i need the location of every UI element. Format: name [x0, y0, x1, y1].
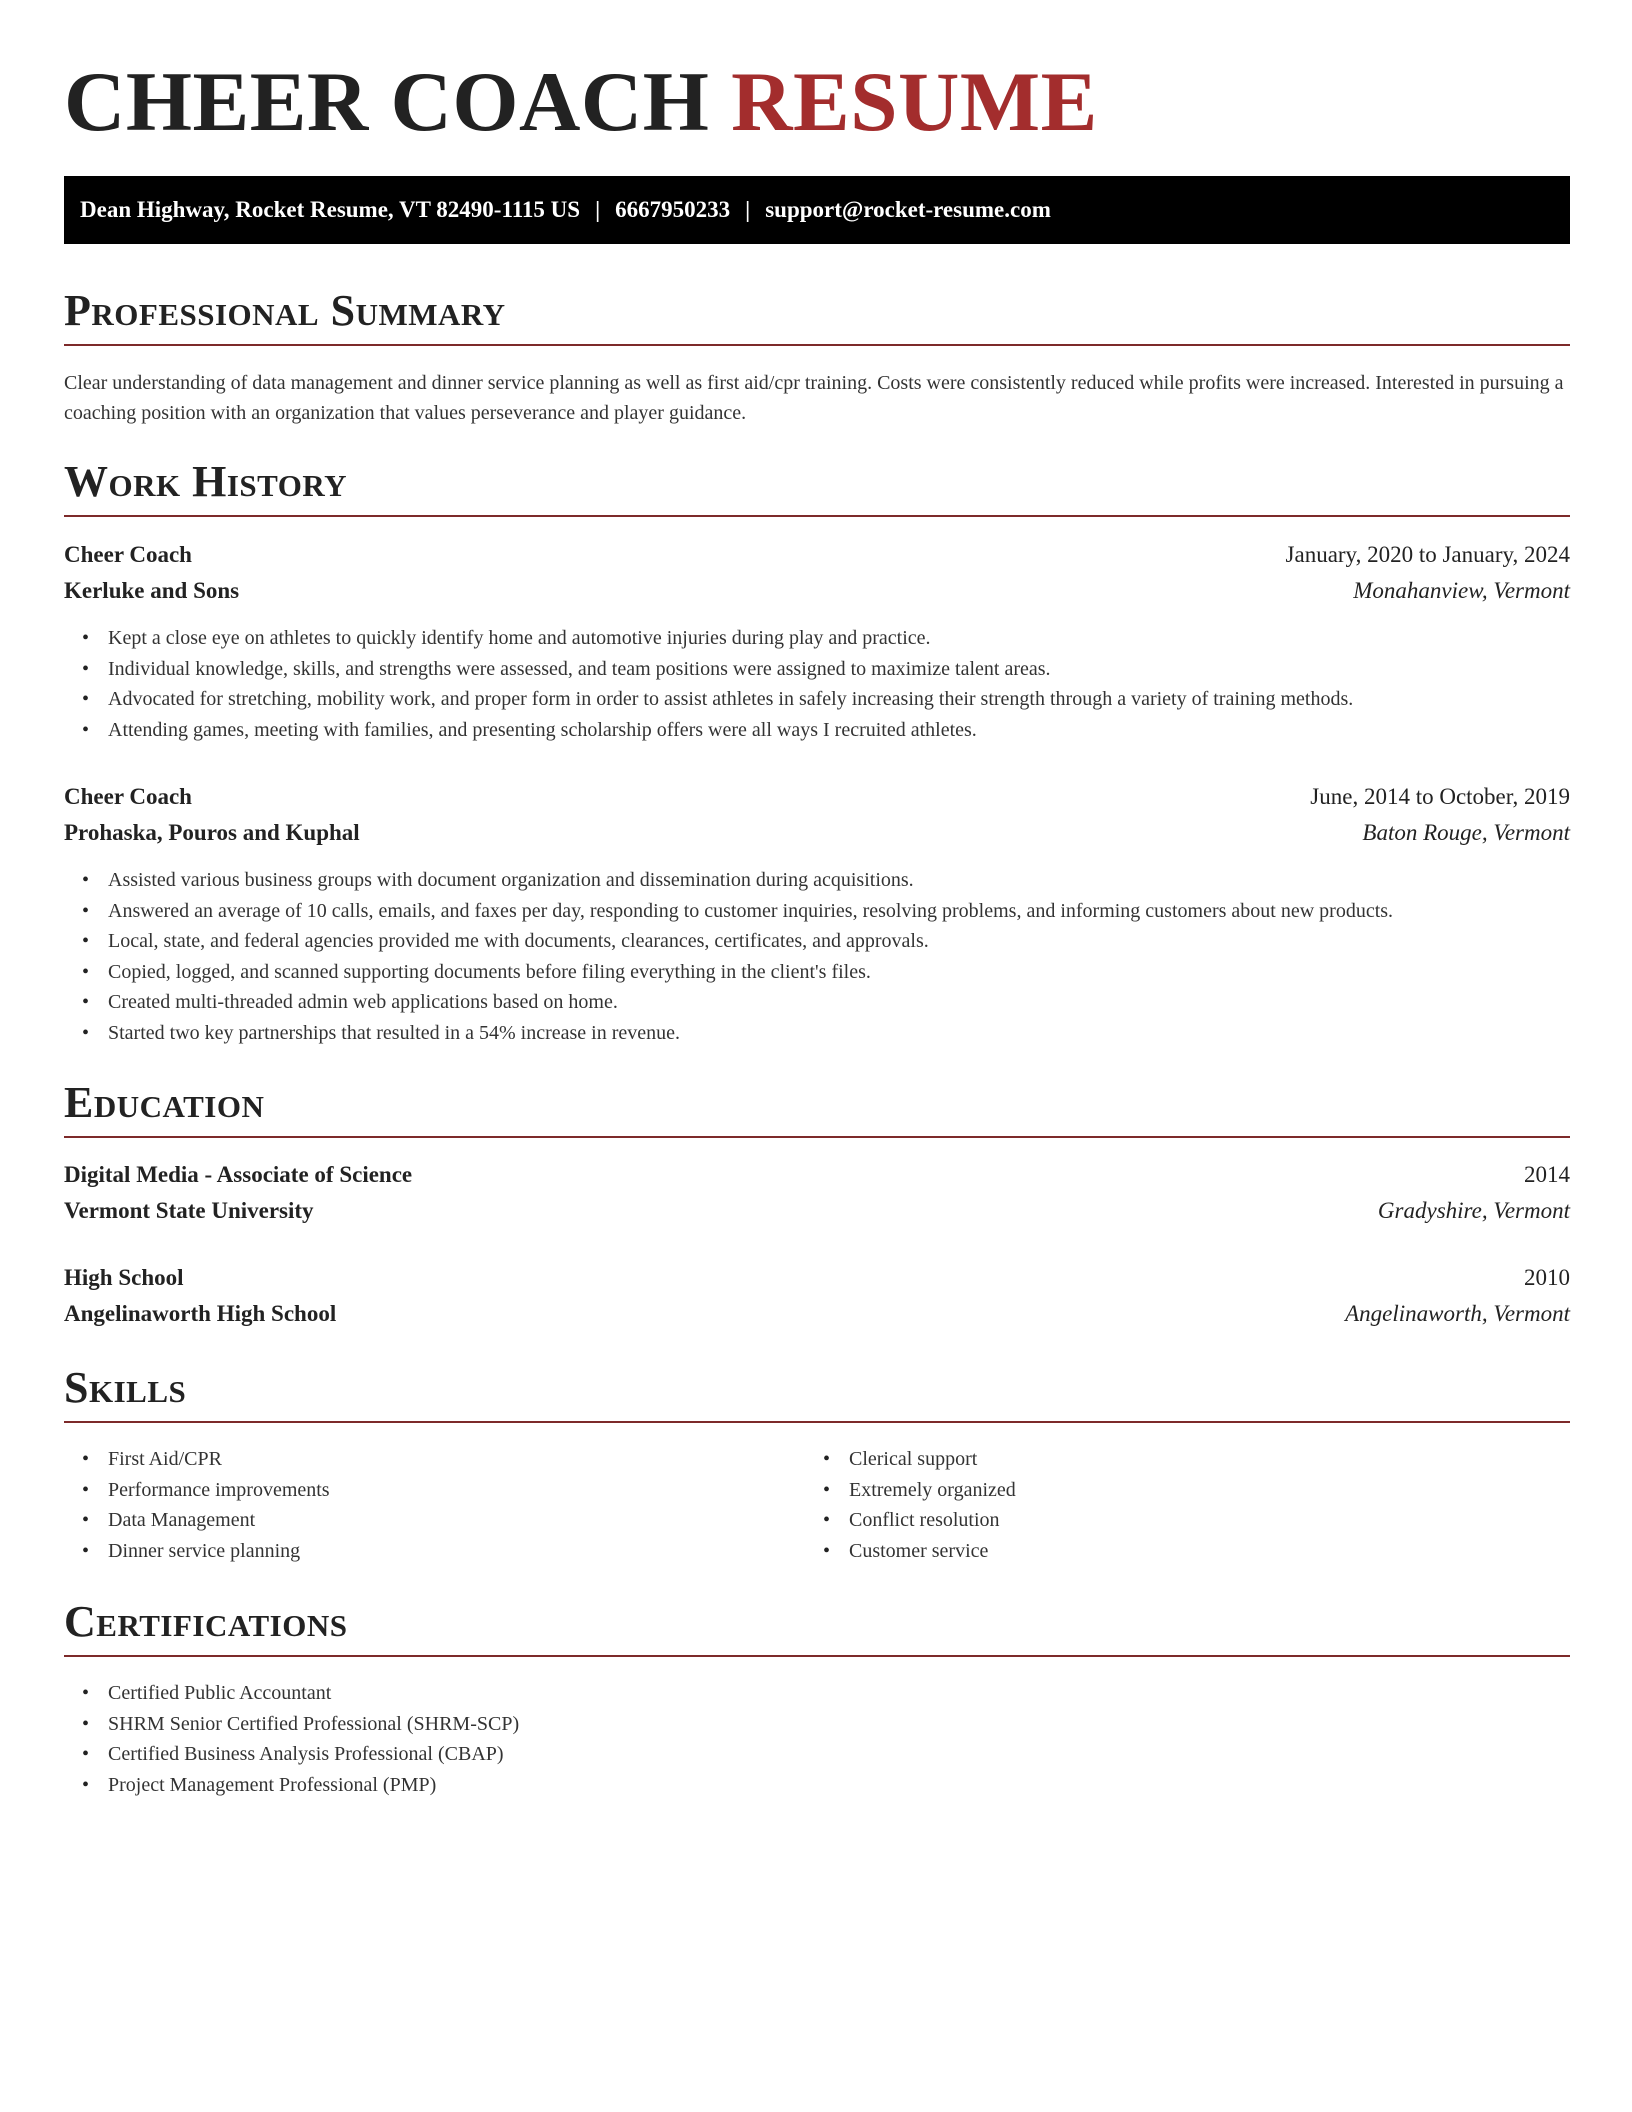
education-school-row — [64, 1297, 1570, 1331]
certifications-heading: Certifications — [64, 1597, 348, 1646]
title-main: CHEER COACH — [64, 55, 710, 149]
summary-section-heading — [64, 286, 1570, 346]
skill-item: • Clerical support — [849, 1444, 1016, 1475]
job-company: Kerluke and Sons — [64, 578, 240, 603]
education-degree: High School — [64, 1265, 184, 1290]
skills-list-left — [108, 1444, 330, 1566]
contact-address: Dean Highway, Rocket Resume, VT 82490-1115 US — [80, 197, 581, 222]
skill-item: • Customer service — [849, 1536, 1016, 1567]
education-heading: Education — [64, 1078, 265, 1127]
job-company-row — [64, 816, 1570, 850]
skill-item: • Dinner service planning — [108, 1536, 330, 1567]
contact-phone: 6667950233 — [615, 197, 731, 222]
certifications-list — [108, 1678, 519, 1800]
contact-separator: | — [745, 197, 751, 222]
education-location: Gradyshire, Vermont — [1377, 1198, 1570, 1223]
job-title: Cheer Coach — [64, 542, 192, 567]
certification-item: • Project Management Professional (PMP) — [108, 1770, 519, 1801]
job-location: Baton Rouge, Vermont — [1362, 820, 1570, 845]
skills-list-right — [849, 1444, 1016, 1566]
title-accent: RESUME — [731, 55, 1098, 149]
skill-item: • Conflict resolution — [849, 1505, 1016, 1536]
job-company-row — [64, 574, 1570, 608]
education-year: 2010 — [1524, 1265, 1570, 1290]
job-dates: June, 2014 to October, 2019 — [1310, 784, 1570, 809]
job-bullet: • Assisted various business groups with document organization and dissemination during acquisitions. — [108, 865, 1393, 896]
certification-item: • SHRM Senior Certified Professional (SHRM-SCP) — [108, 1709, 519, 1740]
education-degree-row — [64, 1158, 1570, 1192]
education-section-heading — [64, 1078, 1570, 1138]
education-degree-row — [64, 1261, 1570, 1295]
education-school-row — [64, 1194, 1570, 1228]
job-bullet: • Created multi-threaded admin web applications based on home. — [108, 987, 1393, 1018]
job-bullets — [108, 865, 1393, 1049]
work-section-heading — [64, 457, 1570, 517]
skills-section-heading — [64, 1363, 1570, 1423]
job-bullet: • Started two key partnerships that resulted in a 54% increase in revenue. — [108, 1018, 1393, 1049]
work-heading: Work History — [64, 457, 348, 506]
job-dates: January, 2020 to January, 2024 — [1285, 542, 1570, 567]
certification-item: • Certified Business Analysis Professional (CBAP) — [108, 1739, 519, 1770]
job-bullet: • Kept a close eye on athletes to quickly identify home and automotive injuries during play and practice. — [108, 623, 1353, 654]
job-title-row — [64, 538, 1570, 572]
education-school: Angelinaworth High School — [64, 1301, 337, 1326]
skill-item: • First Aid/CPR — [108, 1444, 330, 1475]
job-bullet: • Individual knowledge, skills, and strengths were assessed, and team positions were assigned to maximize talent areas. — [108, 654, 1353, 685]
job-bullet: • Copied, logged, and scanned supporting documents before filing everything in the client's files. — [108, 957, 1393, 988]
contact-separator: | — [595, 197, 601, 222]
resume-title — [64, 52, 1098, 152]
job-location: Monahanview, Vermont — [1353, 578, 1570, 603]
education-location: Angelinaworth, Vermont — [1345, 1301, 1570, 1326]
summary-text: Clear understanding of data management and dinner service planning as well as first aid/cpr training. Costs were consistently reduced while profits were increased. Interested in pursuing a coaching position with an organization that values perseverance and player guidance. — [64, 372, 1564, 424]
job-bullet: • Answered an average of 10 calls, emails, and faxes per day, responding to customer inquiries, resolving problems, and informing customers about new products. — [108, 896, 1393, 927]
summary-heading: Professional Summary — [64, 286, 506, 335]
contact-bar — [64, 176, 1570, 244]
certification-item: • Certified Public Accountant — [108, 1678, 519, 1709]
contact-email: support@rocket-resume.com — [765, 197, 1051, 222]
certifications-section-heading — [64, 1597, 1570, 1657]
job-company: Prohaska, Pouros and Kuphal — [64, 820, 360, 845]
skill-item: • Data Management — [108, 1505, 330, 1536]
job-bullet: • Advocated for stretching, mobility work, and proper form in order to assist athletes in safely increasing their strength through a variety of training methods. — [108, 684, 1353, 715]
education-school: Vermont State University — [64, 1198, 314, 1223]
job-title-row — [64, 780, 1570, 814]
education-year: 2014 — [1524, 1162, 1570, 1187]
job-title: Cheer Coach — [64, 784, 192, 809]
job-bullet: • Local, state, and federal agencies provided me with documents, clearances, certificates, and approvals. — [108, 926, 1393, 957]
job-bullets — [108, 623, 1353, 745]
skill-item: • Extremely organized — [849, 1475, 1016, 1506]
education-degree: Digital Media - Associate of Science — [64, 1162, 413, 1187]
skills-heading: Skills — [64, 1363, 187, 1412]
skill-item: • Performance improvements — [108, 1475, 330, 1506]
job-bullet: • Attending games, meeting with families, and presenting scholarship offers were all ways I recruited athletes. — [108, 715, 1353, 746]
